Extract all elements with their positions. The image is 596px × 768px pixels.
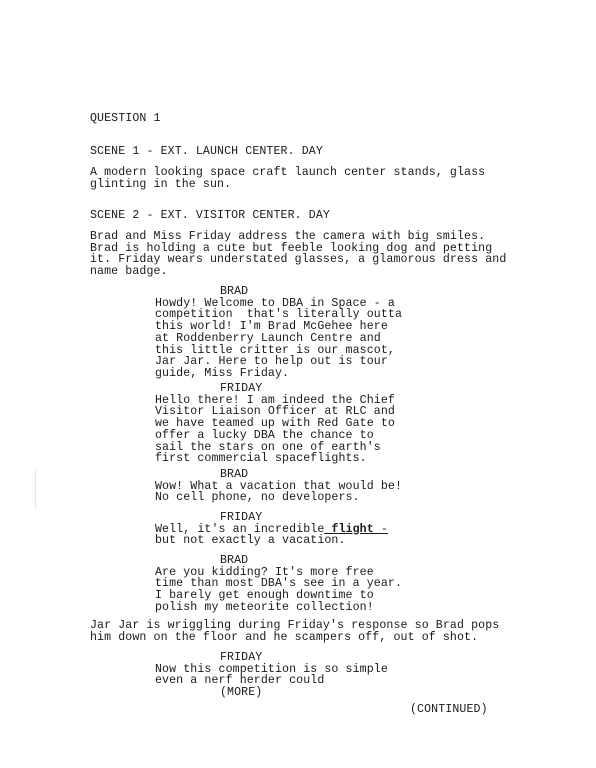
dialogue-line: even a nerf herder could xyxy=(155,674,325,688)
scan-artifact xyxy=(35,470,36,510)
dialogue-line: offer a lucky DBA the chance to xyxy=(155,428,374,442)
dialogue-line: Now this competition is so simple xyxy=(155,662,388,676)
dialogue-line: No cell phone, no developers. xyxy=(155,491,360,505)
action-line: him down on the floor and he scampers off, out of shot. xyxy=(90,630,479,644)
dialogue-line: polish my meteorite collection! xyxy=(155,600,374,614)
character-name: BRAD xyxy=(220,554,249,567)
dialogue-line: first commercial spaceflights. xyxy=(155,452,367,466)
dialogue-line: Hello there! I am indeed the Chief xyxy=(155,393,395,407)
dialogue-line: I barely get enough downtime to xyxy=(155,589,374,603)
dialogue-line: but not exactly a vacation. xyxy=(155,534,346,548)
action-line: Jar Jar is wriggling during Friday's response so Brad pops xyxy=(90,619,500,632)
dialogue-line: guide, Miss Friday. xyxy=(155,366,290,380)
dialogue-line: at Roddenberry Launch Centre and xyxy=(155,331,381,345)
dialogue-line: competition that's literally outta xyxy=(155,308,403,322)
scene-1-action-line: A modern looking space craft launch center stands, glass xyxy=(90,166,486,179)
continued-marker: (CONTINUED) xyxy=(410,703,488,716)
dialogue-line: Jar Jar. Here to help out is tour xyxy=(155,355,388,369)
character-name: BRAD xyxy=(220,285,249,298)
scene-2-heading: SCENE 2 - EXT. VISITOR CENTER. DAY xyxy=(90,209,330,222)
dialogue-line: Visitor Liaison Officer at RLC and xyxy=(155,405,395,419)
scene-2-action-line: Brad and Miss Friday address the camera with big smiles. xyxy=(90,230,486,243)
scene-2-action-line: it. Friday wears understated glasses, a glamorous dress and xyxy=(90,253,507,267)
dialogue-line: sail the stars on one of earth's xyxy=(155,440,381,454)
dialogue-line: this little critter is our mascot, xyxy=(155,343,395,357)
dialogue-line: this world! I'm Brad McGehee here xyxy=(155,320,388,334)
scene-1-action-line: glinting in the sun. xyxy=(90,177,232,191)
scene-2-action-line: name badge. xyxy=(90,265,168,279)
character-name: BRAD xyxy=(220,468,249,481)
dialogue-text: Well, it's an incredible xyxy=(155,522,325,536)
scene-2-action-line: Brad is holding a cute but feeble looking dog and petting xyxy=(90,241,493,255)
dialogue-line: we have teamed up with Red Gate to xyxy=(155,417,395,431)
dialogue-line: Are you kidding? It's more free xyxy=(155,565,374,579)
character-name: FRIDAY xyxy=(220,651,263,664)
dialogue-dash: - xyxy=(380,522,388,536)
dialogue-line: Wow! What a vacation that would be! xyxy=(155,479,403,493)
scene-1-heading: SCENE 1 - EXT. LAUNCH CENTER. DAY xyxy=(90,145,323,158)
question-heading: QUESTION 1 xyxy=(90,112,161,125)
character-name: FRIDAY xyxy=(220,382,263,395)
dialogue-line: Howdy! Welcome to DBA in Space - a xyxy=(155,296,395,310)
emphasized-word: flight xyxy=(324,522,381,536)
dialogue-line: time than most DBA's see in a year. xyxy=(155,577,403,591)
more-marker: (MORE) xyxy=(220,686,263,700)
character-name: FRIDAY xyxy=(220,511,263,524)
